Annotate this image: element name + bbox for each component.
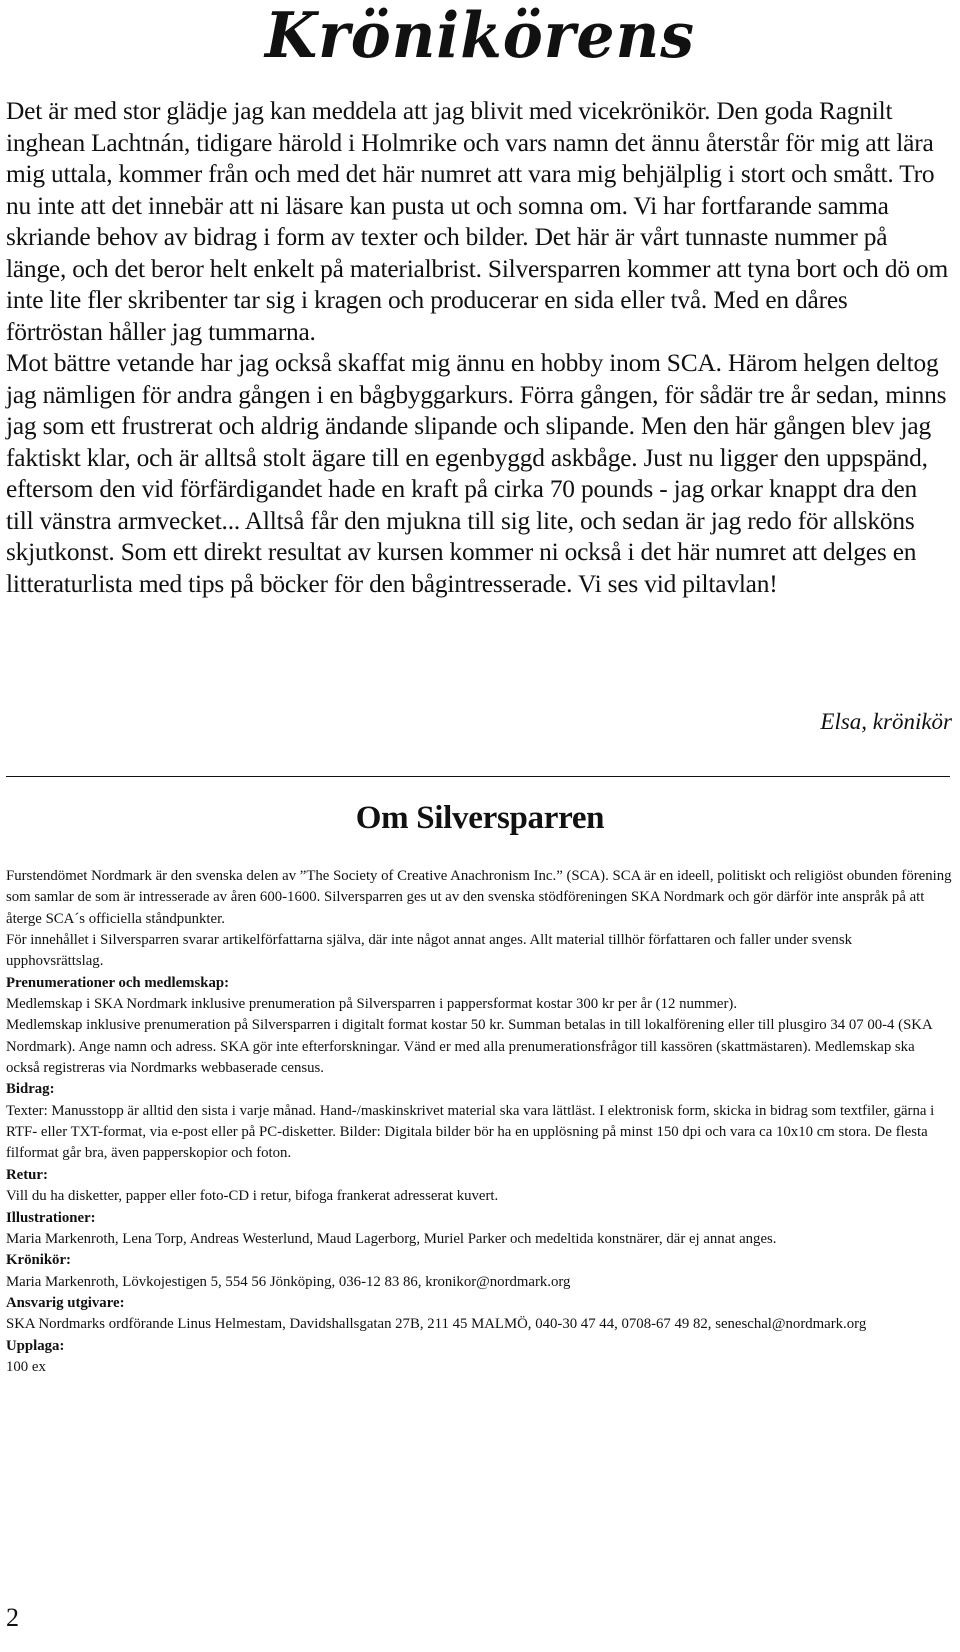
illustrators-text: Maria Markenroth, Lena Torp, Andreas Westerlund, Maud Lagerborg, Muriel Parker och medeltida konstnärer, där ej annat anges. [6, 1230, 777, 1247]
contrib-text: Texter: Manusstopp är alltid den sista i varje månad. Hand-/maskinskrivet material ska vara lättläst. I elektronisk form, skicka in bidrag som textfiler, gärna i RTF- eller TXT-format, via e-post eller på PC-disketter. Bilder: Digitala bilder bör ha en upplösning på minst 150 dpi och vara ca 10x10 cm stora. De flesta filformat går bra, även papperskopior och foton. [6, 1102, 935, 1162]
about-section [6, 866, 952, 1378]
column-title: Krönikörens [265, 0, 695, 73]
return-text: Vill du ha disketter, papper eller foto-CD i retur, bifoga frankerat adresserat kuvert. [6, 1188, 499, 1205]
illustrators-label: Illustrationer: [6, 1209, 96, 1226]
about-heading: Om Silversparren [355, 800, 605, 836]
publisher-text: SKA Nordmarks ordförande Linus Helmestam, Davidshallsgatan 27B, 211 45 MALMÖ, 040-30 47 44, 0708-67 49 82, seneschal@nordmark.org [6, 1316, 867, 1333]
return-label: Retur: [6, 1166, 48, 1183]
about-intro-1: Furstendömet Nordmark är den svenska delen av ”The Society of Creative Anachronism Inc.” (SCA). SCA är en ideell, politiskt och religiöst obunden förening som samlar de som är intresserade av åren 600-1600. Silversparren ges ut av den svenska stödföreningen SKA Nordmark och gör därför inte anspråk på att återge SCA´s officiella ståndpunkter. [6, 868, 952, 927]
chronicler-label: Krönikör: [6, 1252, 71, 1269]
column-signature: Elsa, krönikör [820, 709, 952, 734]
section-divider [6, 776, 950, 777]
subscription-text-1: Medlemskap i SKA Nordmark inklusive prenumeration på Silversparren i pappersformat kostar 300 kr per år (12 nummer). [6, 996, 738, 1013]
column-paragraph-2: Mot bättre vetande har jag också skaffat mig ännu en hobby inom SCA. Härom helgen deltog jag nämligen för andra gången i en bågbyggarkurs. Förra gången, för sådär tre år sedan, minns jag som ett frustrerat och aldrig ändande slipande och slipande. Men den här gången blev jag faktiskt klar, och är alltså stolt ägare till en egenbyggd askbåge. Just nu ligger den uppspänd, eftersom den vid förfärdigandet hade en kraft på cirka 70 pounds - jag orkar knappt dra den till vänstra armvecket... Alltså får den mjukna till sig lite, och sedan är jag redo för allsköns skjutkonst. Som ett direkt resultat av kursen kommer ni också i det här numret att delges en litteraturlista med tips på böcker för den bågintresserade. Vi ses vid piltavlan! [6, 349, 947, 598]
publisher-label: Ansvarig utgivare: [6, 1294, 125, 1311]
masthead [0, 0, 960, 80]
column-body [6, 96, 950, 600]
edition-label: Upplaga: [6, 1337, 65, 1354]
contrib-label: Bidrag: [6, 1081, 55, 1098]
subscription-text-2: Medlemskap inklusive prenumeration på Silversparren i digitalt format kostar 50 kr. Summan betalas in till lokalförening eller till plusgiro 34 07 00-4 (SKA Nordmark). Ange namn och adress. SKA gör inte efterforskningar. Vänd er med alla prenumerationsfrågor till kassören (skattmästaren). Medlemskap ska också registreras via Nordmarks webbaserade census. [6, 1017, 932, 1077]
column-paragraph-1: Det är med stor glädje jag kan meddela att jag blivit med vicekrönikör. Den goda Ragnilt inghean Lachtnán, tidigare härold i Holmrike och vars namn det ännu återstår för mig att lära mig uttala, kommer från och med det här numret att vara mig behjälplig i stort och smått. Tro nu inte att det innebär att ni läsare kan pusta ut och somna om. Vi har fortfarande samma skriande behov av bidrag i form av texter och bilder. Det här är vårt tunnaste nummer på länge, och det beror helt enkelt på materialbrist. Silversparren kommer att tyna bort och dö om inte lite fler skribenter tar sig i kragen och producerar en sida eller två. Med en dåres förtröstan håller jag tummarna. [6, 97, 949, 346]
subscription-label: Prenumerationer och medlemskap: [6, 974, 230, 991]
about-intro-2: För innehållet i Silversparren svarar artikelförfattarna själva, där inte något annat anges. Allt material tillhör författaren och faller under svensk upphovsrättslag. [6, 932, 852, 970]
page-number: 2 [6, 1603, 19, 1632]
chronicler-text: Maria Markenroth, Lövkojestigen 5, 554 56 Jönköping, 036-12 83 86, kronikor@nordmark.org [6, 1273, 571, 1290]
edition-text: 100 ex [6, 1358, 46, 1375]
